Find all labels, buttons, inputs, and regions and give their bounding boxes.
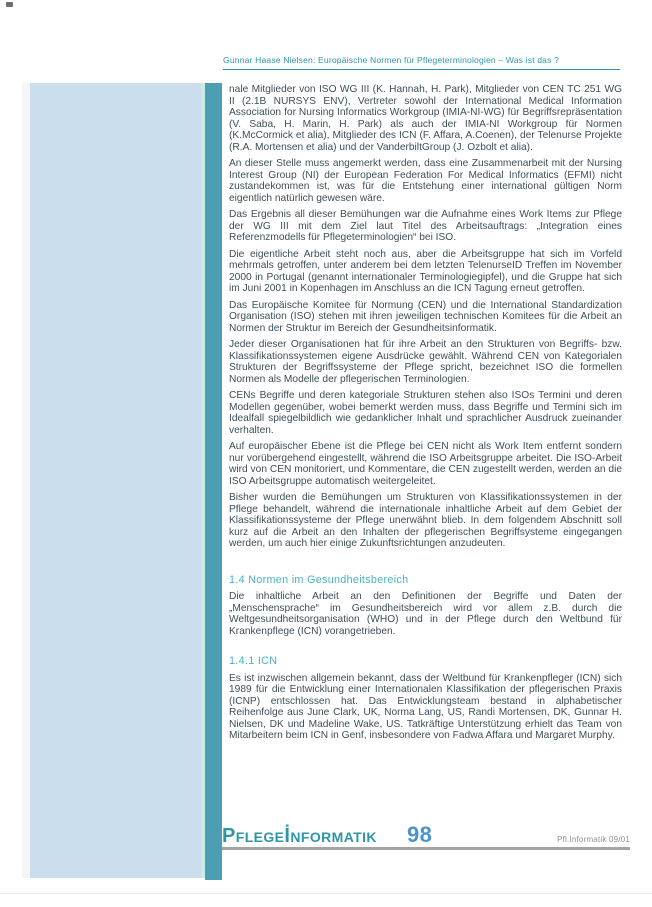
paragraph: An dieser Stelle muss angemerkt werden, dass eine Zusammenarbeit mit der Nursing Interest Group (NI) der European Federation For Medical Informatics (EFMI) nicht zustandekommen ist, was für die Entstehung einer international gültigen Norm eigentlich natürlich gewesen wäre.	[229, 158, 622, 204]
paragraph: Die eigentliche Arbeit steht noch aus, aber die Arbeitsgruppe hat sich im Vorfeld mehrmals getroffen, unter anderem bei dem letzten TelenurseID Treffen im November 2000 in Portugal (genannt internationaler Terminologiegipfel), und die Gruppe hat sich im Juni 2001 in Kopenhagen im Anschluss an die ICN Tagung erneut getroffen.	[229, 248, 622, 294]
section-heading-1-4-1: 1.4.1 ICN	[229, 655, 278, 667]
page-number: 98	[406, 822, 433, 847]
paragraph: Die inhaltliche Arbeit an den Definitionen der Begriffe und Daten der „Menschensprache“ im Gesundheitsbereich wird vor allem z.B. durch die Weltgesundheitsorganisation (WHO) und in der Pflege durch den Weltbund für Krankenpflege (ICN) vorangetrieben.	[229, 591, 622, 637]
journal-logo-segment: FLEGE	[235, 829, 285, 845]
footer-rule	[222, 847, 630, 850]
journal-logo-segment: NFORMATIK	[290, 829, 377, 845]
footer-issue-label: Pfl.Informatik 09/01	[557, 835, 630, 844]
sidebar-lightblue-panel	[30, 83, 201, 878]
paragraph: CENs Begriffe und deren kategoriale Strukturen stehen also ISOs Termini und deren Modellen gegenüber, wobei bemerkt werden muss, dass Begriffe und Termini sich im Idealfall spiegelbildlich wie gedanklicher Inhalt und sprachlicher Ausdruck zueinander verhalten.	[229, 390, 622, 436]
page-edge-line	[0, 893, 652, 894]
running-header	[223, 55, 620, 70]
paragraph: Es ist inzwischen allgemein bekannt, dass der Weltbund für Krankenpfleger (ICN) sich 1989 für die Entwicklung einer Internationalen Klassifikation der pflegerischen Praxis (ICNP) entschlossen hat. Das Entwicklungsteam bestand in alphabetischer Reihenfolge aus June Clark, UK, Norma Lang, US, Randi Mortensen, DK, Gunnar H. Nielsen, DK und Madeline Wake, US. Tatkräftige Unterstützung erhielt das Team von Mitarbeitern beim ICN in Genf, insbesondere von Fadwa Affara und Margaret Murphy.	[229, 672, 622, 741]
article-body	[229, 84, 622, 747]
paragraph: Auf europäischer Ebene ist die Pflege bei CEN nicht als Work Item entfernt sondern nur vorübergehend eingestellt, während die ISO Arbeitsgruppe arbeitet. Die ISO-Arbeit wird von CEN monitoriert, und Kommentare, die CEN zugestellt werden, werden an die ISO Arbeitsgruppe automatisch weitergeleitet.	[229, 441, 622, 487]
paragraph: Bisher wurden die Bemühungen um Strukturen von Klassifikationssystemen in der Pflege behandelt, während die internationale inhaltliche Arbeit auf dem Gebiet der Klassifikationssysteme der Pflege unerwähnt blieb. In dem folgendem Abschnitt soll kurz auf die Arbeit an den Inhalten der pflegerischen Begriffsysteme eingegangen werden, um auch hier einige Zukunftsrichtungen anzudeuten.	[229, 492, 622, 549]
paragraph: Das Ergebnis all dieser Bemühungen war die Aufnahme eines Work Items zur Pflege der WG III mit dem Ziel laut Titel des Arbeitsauftrags: „Integration eines Referenzmodells für Pflegeterminologien“ bei ISO.	[229, 209, 622, 243]
paragraph: Das Europäische Komitee für Normung (CEN) und die International Standardization Organisation (ISO) stehen mit ihren jeweiligen technischen Komitees für die Arbeit an Normen der Struktur im Bereich der Gesundheitsinformatik.	[229, 299, 622, 334]
running-header-text: Gunnar Haase Nielsen: Europäische Normen für Pflegeterminologien – Was ist das ?	[223, 55, 560, 65]
journal-logo-segment: İ	[284, 825, 291, 847]
scan-artifact-mark	[6, 2, 13, 7]
left-margin-strip	[22, 83, 30, 878]
paragraph: Jeder dieser Organisationen hat für ihre Arbeit an den Strukturen von Begriffs- bzw. Klassifikationssystemen eigene Ausdrücke gewählt. Während CEN von Kategorialen Strukturen der Begriffssysteme der Pflege spricht, bezeichnet ISO die formellen Normen als Modelle der pflegerischen Terminologien.	[229, 339, 622, 385]
section-normen-im-gesundheitsbereich	[229, 575, 622, 638]
journal-logo	[222, 822, 432, 848]
journal-logo-segment: P	[222, 825, 236, 847]
paragraph: nale Mitglieder von ISO WG III (K. Hannah, H. Park), Mitglieder von CEN TC 251 WG II (2.1B NURSYS ENV), Vertreter sowohl der International Medical Information Association for Nursing Informatics Workgroup (IMIA-NI-WG) für Begriffsrepräsentation (V. Saba, H. Marin, H. Park) als auch der IMIA-NI Workgroup für Normen (K.McCormick et alia), Mitglieder des ICN (F. Affara, A.Coenen), der Telenurse Projekte (R.A. Mortensen et alia) und der VanderbiltGroup (J. Ozbolt et alia).	[229, 84, 622, 153]
section-heading-1-4: 1.4 Normen im Gesundheitsbereich	[229, 573, 409, 586]
section-icn	[229, 656, 622, 742]
sidebar-teal-bar	[205, 83, 222, 880]
